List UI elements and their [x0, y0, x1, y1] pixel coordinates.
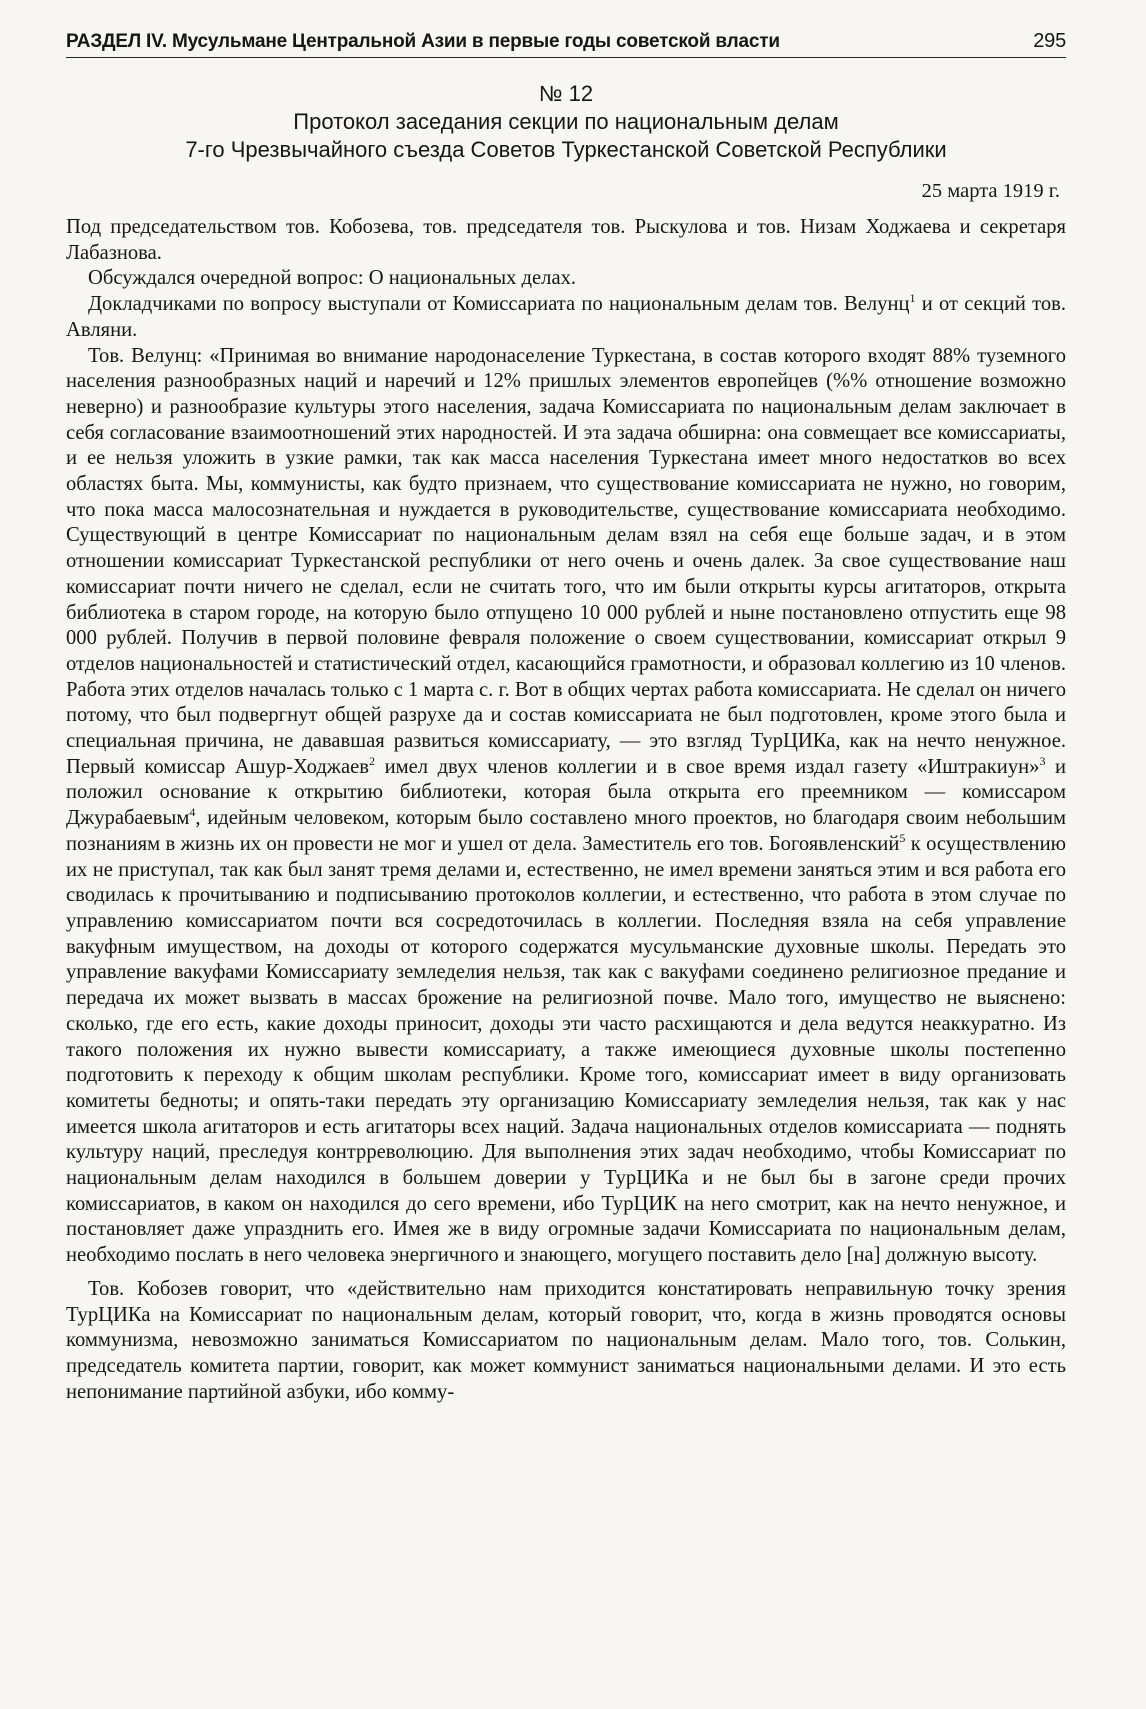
paragraph-text: Докладчиками по вопросу выступали от Комиссариата по национальным делам тов. Велунц [88, 293, 910, 316]
document-number: № 12 [538, 81, 594, 106]
paragraph-text: Тов. Велунц: «Принимая во внимание народонаселение Туркестана, в состав которого входят 88% туземного населения разнообразных наций и наречий и 12% пришлых элементов европейцев (%% отношение возможно неверно) и разнообразие культуры этого населения, задача Комиссариата по национальным делам заключает в себя согласование взаимоотношений этих народностей. И эта задача обширна: она совмещает все комиссариаты, и ее нельзя уложить в узкие рамки, так как масса населения Туркестана имеет много недостатков во всех областях быта. Мы, коммунисты, как будто признаем, что существование комиссариата не нужно, но говорим, что пока масса малосознательная и нуждается в руководительстве, существование комиссариата необходимо. Существующий в центре Комиссариат по национальным делам взял на себя еще больше задач, и в этом отношении комиссариат Туркестанской республики от него очень и очень далек. За свое существование наш комиссариат почти ничего не сделал, если не считать того, что им были открыты курсы агитаторов, открыта библиотека в старом городе, на которую было отпущено 10 000 рублей и ныне постановлено отпустить еще 98 000 рублей. Получив в первой половине февраля положение о своем существовании, комиссариат открыл 9 отделов национальностей и статистический отдел, касающийся грамотности, и образовал коллегию из 10 членов. Работа этих отделов началась только с 1 марта с. г. Вот в общих чертах работа комиссариата. Не сделал он ничего потому, что был подвергнут общей разрухе да и состав комиссариата не был подготовлен, кроме этого была и специальная причина, не дававшая развиться комиссариату, — это взгляд ТурЦИКа, как на нечто ненужное. Первый комиссар Ашур-Ходжаев [66, 344, 1066, 778]
footnote-mark: 5 [899, 831, 906, 846]
paragraph-text: к осуществлению их не приступал, так как был занят тремя делами и, естественно, не имел времени заняться этим и вся работа его сводилась к прочитыванию и подписыванию протоколов коллегии, и естественно, что работа в этом случае по управлению комиссариатом почти вся сосредоточилась в коллегии. Последняя взяла на себя управление вакуфным имуществом, на доходы от которого содержатся мусульманские духовные школы. Передать это управление вакуфами Комиссариату земледелия нельзя, так как с вакуфами соединено религиозное предание и передача их может вызвать в массах брожение на религиозной почве. Мало того, имущество не выяснено: сколько, где его есть, какие доходы приносит, доходы эти часто расхищаются и дела ведутся неаккуратно. Из такого положения их нужно вывести комиссариату, а также имеющиеся духовные школы постепенно подготовить к переходу к общим школам республики. Кроме того, комиссариат имеет в виду организовать комитеты бедноты; и опять-таки передать эту организацию Комиссариату земледелия нельзя, так как у нас имеется школа агитаторов и есть агитаторы всех наций. Задача национальных отделов комиссариата — поднять культуру наций, преследуя контрреволюцию. Для выполнения этих задач необходимо, чтобы Комиссариат по национальным делам находился в большем доверии у ТурЦИКа и не был бы в загоне среди прочих комиссариатов, в каком он находился до сего времени, ибо ТурЦИК на него смотрит, как на нечто ненужное, и постановляет даже упразднить его. Имея же в виду огромные задачи Комиссариата по национальным делам, необходимо послать в него человека энергичного и знающего, могущего поставить дело [на] должную высоту. [66, 832, 1066, 1267]
paragraph-speakers [66, 292, 1066, 343]
page-number: 295 [1033, 30, 1066, 52]
footnote-mark: 4 [189, 805, 196, 820]
document-date: 25 марта 1919 г. [921, 180, 1060, 202]
paragraph-velunts-speech [66, 344, 1066, 1269]
footnote-mark: 1 [909, 291, 916, 306]
paragraph-text: и от секций тов. Авляни. [66, 293, 1066, 341]
footnote-mark: 2 [369, 753, 376, 768]
paragraph-text: и положил основание к открытию библиотеки, которая была открыта его преемником — комиссаром Джурабаевым [66, 755, 1066, 830]
footnote-mark: 3 [1039, 753, 1046, 768]
paragraph-agenda: Обсуждался очередной вопрос: О национальных делах. [88, 267, 577, 290]
paragraph-kobozev-speech: Тов. Кобозев говорит, что «действительно нам приходится констатировать неправильную точку зрения ТурЦИКа на Комиссариат по национальным делам, который говорит, что, когда в жизнь проводятся основы коммунизма, невозможно заниматься Комиссариатом по национальным делам. Мало того, тов. Солькин, председатель комитета партии, говорит, как может коммунист заниматься национальными делами. И это есть непонимание партийной азбуки, ибо комму- [66, 1277, 1066, 1403]
document-title-line-1: Протокол заседания секции по национальным делам [293, 109, 839, 134]
running-header [66, 30, 1066, 58]
document-title-line-2: 7-го Чрезвычайного съезда Советов Туркестанской Советской Республики [185, 137, 947, 162]
document-body [66, 215, 1066, 1405]
paragraph-presidium: Под председательством тов. Кобозева, тов. председателя тов. Рыскулова и тов. Низам Ходжаева и секретаря Лабазнова. [66, 216, 1066, 264]
running-title: РАЗДЕЛ IV. Мусульмане Центральной Азии в первые годы советской власти [66, 31, 780, 52]
paragraph-text: имел двух членов коллегии и в свое время издал газету «Иштракиун» [375, 755, 1040, 778]
paragraph-text: , идейным человеком, которым было составлено много проектов, но благодаря своим небольшим познаниям в жизнь их он провести не мог и ушел от дела. Заместитель его тов. Богоявленский [66, 807, 1066, 855]
